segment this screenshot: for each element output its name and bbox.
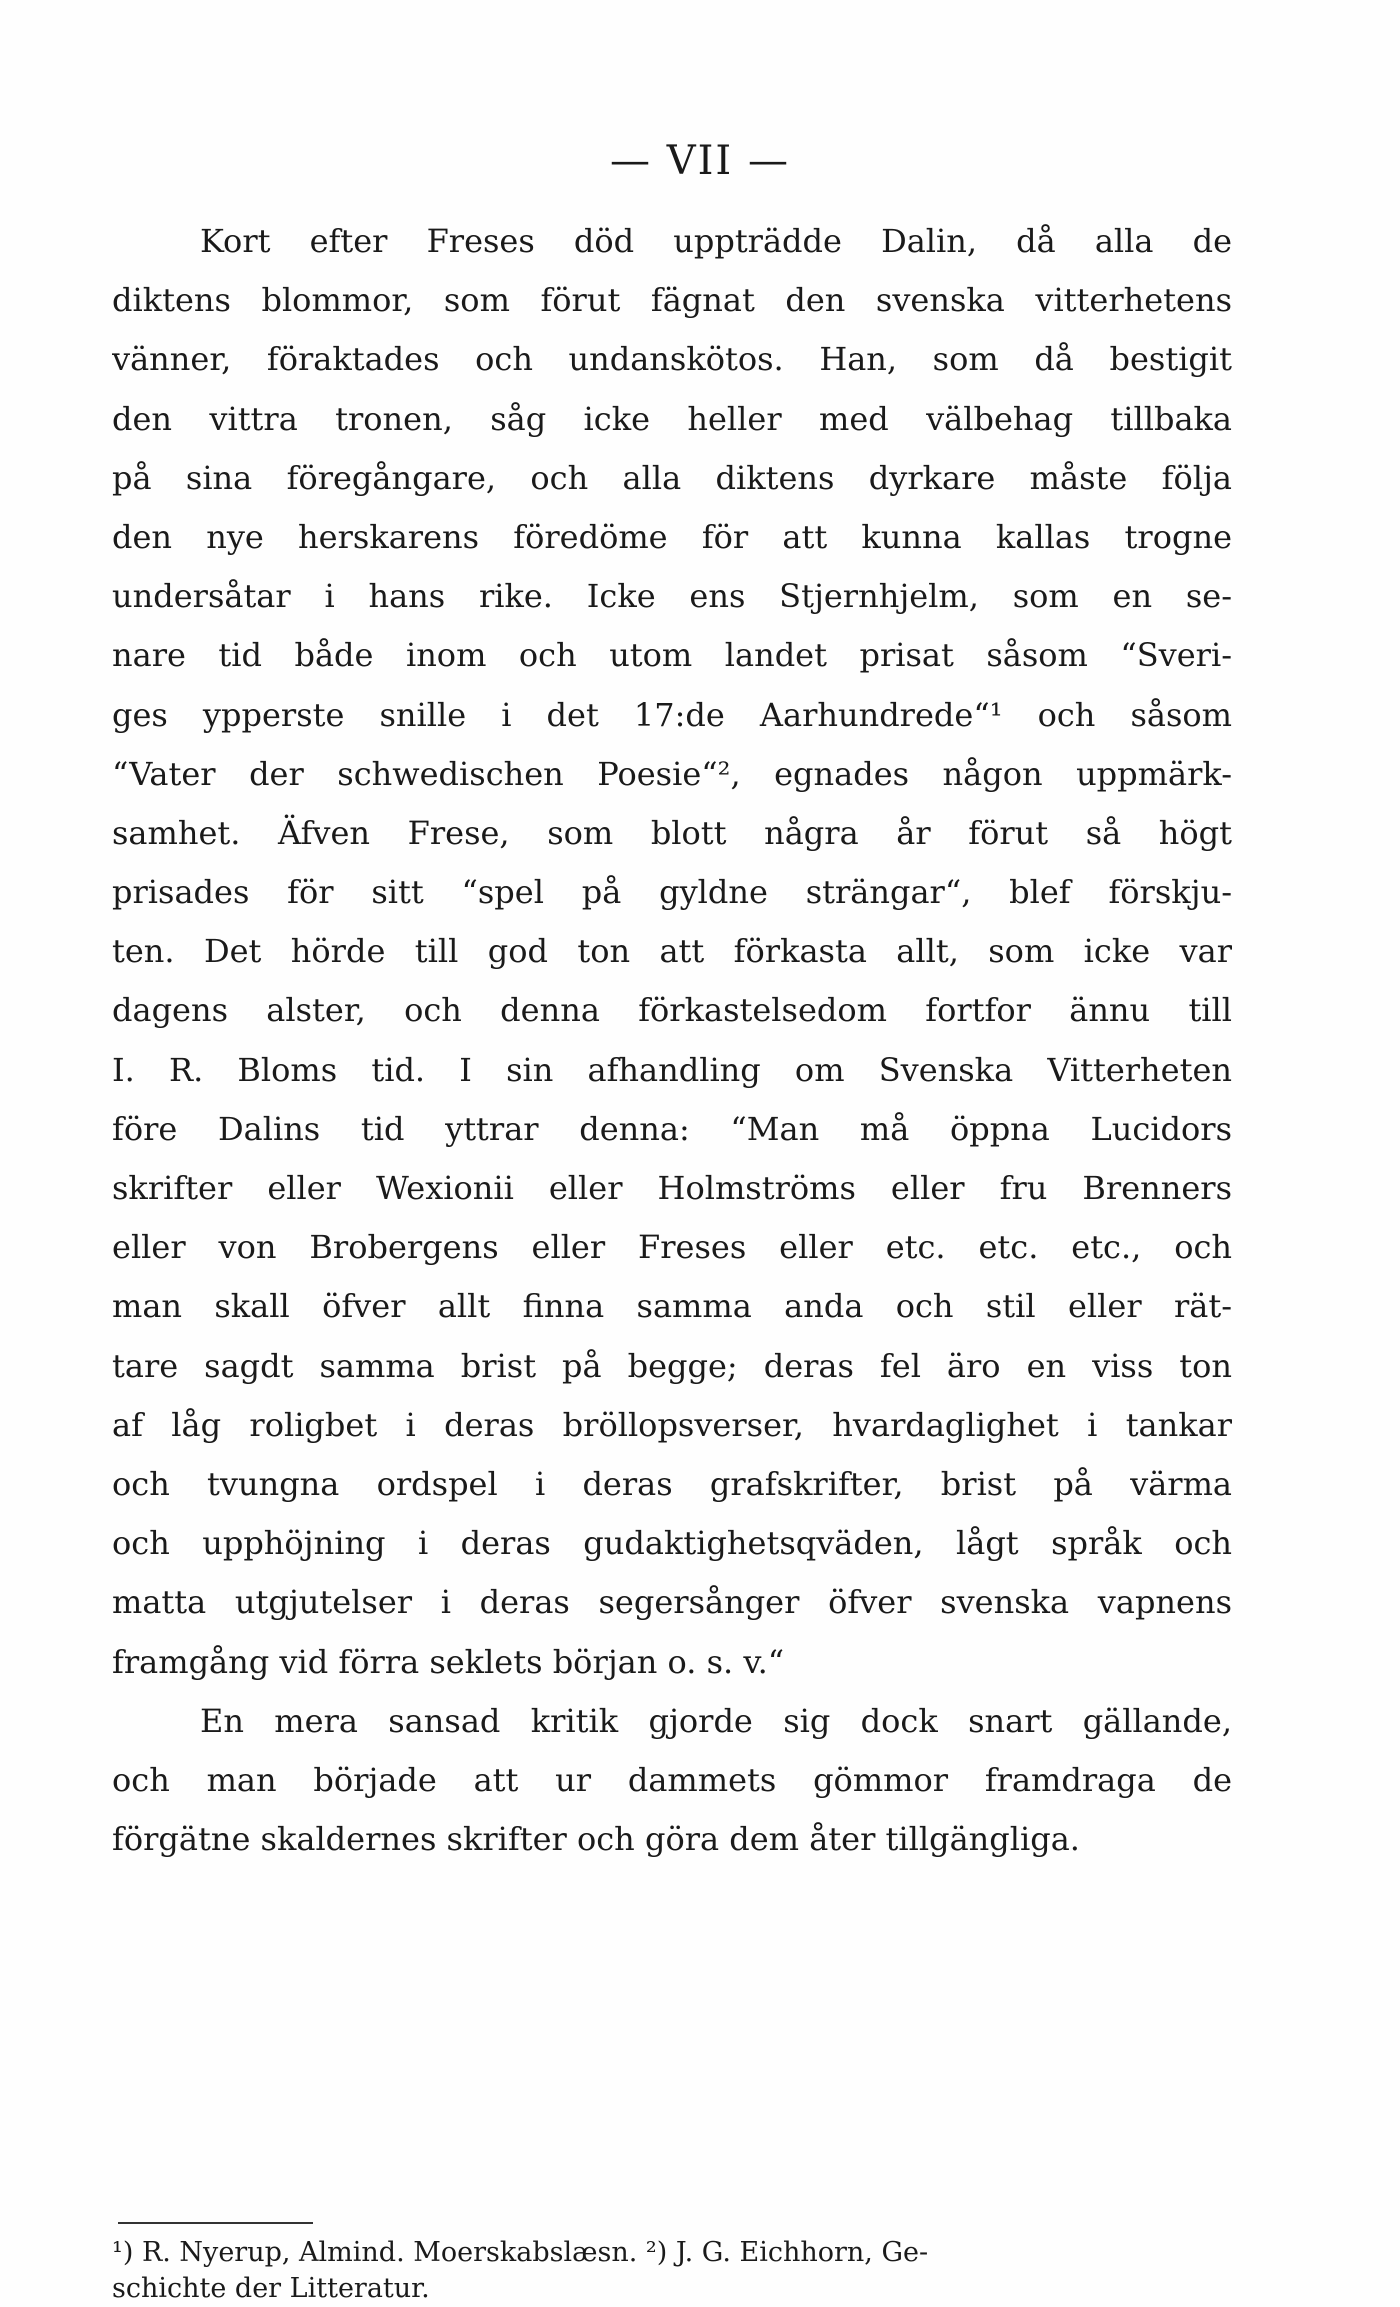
text-line: den vittra tronen, såg icke heller med välbehag tillbaka: [112, 399, 1232, 438]
text-line: ges ypperste snille i det 17:de Aarhundrede“¹ och såsom: [112, 695, 1232, 734]
text-line: samhet. Äfven Frese, som blott några år förut så högt: [112, 813, 1232, 852]
text-line: framgång vid förra seklets början o. s. v.“: [112, 1642, 785, 1681]
text-line: och man började att ur dammets gömmor framdraga de: [112, 1760, 1232, 1799]
text-line: prisades för sitt “spel på gyldne strängar“, blef förskju-: [112, 873, 1232, 912]
text-line: “Vater der schwedischen Poesie“², egnades någon uppmärk-: [112, 754, 1232, 793]
text-line: och tvungna ordspel i deras grafskrifter, brist på värma: [112, 1464, 1232, 1503]
text-line: diktens blommor, som förut fägnat den svenska vitterhetens: [112, 281, 1232, 320]
page-number: — VII —: [610, 138, 790, 184]
body-text: [112, 212, 1232, 1869]
text-line: En mera sansad kritik gjorde sig dock snart gällande,: [200, 1701, 1232, 1740]
text-line: matta utgjutelser i deras segersånger öfver svenska vapnens: [112, 1583, 1232, 1622]
text-line: tare sagdt samma brist på begge; deras fel äro en viss ton: [112, 1346, 1232, 1385]
text-line: I. R. Bloms tid. I sin afhandling om Svenska Vitterheten: [112, 1050, 1232, 1089]
footnote-divider: [118, 2222, 313, 2224]
text-line: före Dalins tid yttrar denna: “Man må öppna Lucidors: [112, 1109, 1232, 1148]
text-line: undersåtar i hans rike. Icke ens Stjernhjelm, som en se-: [112, 577, 1232, 616]
text-line: och upphöjning i deras gudaktighetsqväden, lågt språk och: [112, 1524, 1232, 1563]
text-line: dagens alster, och denna förkastelsedom fortfor ännu till: [112, 991, 1232, 1030]
text-line: nare tid både inom och utom landet prisat såsom “Sveri-: [112, 636, 1232, 675]
footnote-line: ¹) R. Nyerup, Almind. Moerskabslæsn. ²) J. G. Eichhorn, Ge-: [112, 2237, 929, 2268]
footnote-line: schichte der Litteratur.: [112, 2273, 430, 2304]
text-line: skrifter eller Wexionii eller Holmströms eller fru Brenners: [112, 1169, 1232, 1207]
text-line: ten. Det hörde till god ton att förkasta allt, som icke var: [112, 932, 1232, 971]
text-line: eller von Brobergens eller Freses eller etc. etc. etc., och: [112, 1228, 1232, 1267]
text-line: man skall öfver allt finna samma anda och stil eller rät-: [112, 1287, 1232, 1326]
text-line: förgätne skaldernes skrifter och göra dem åter tillgängliga.: [112, 1820, 1080, 1859]
text-line: af låg roligbet i deras bröllopsverser, hvardaglighet i tankar: [112, 1405, 1232, 1444]
text-line: Kort efter Freses död uppträdde Dalin, då alla de: [200, 222, 1232, 260]
text-line: den nye herskarens föredöme för att kunna kallas trogne: [112, 517, 1232, 556]
text-line: på sina föregångare, och alla diktens dyrkare måste följa: [112, 458, 1232, 497]
footnotes: [112, 2235, 1232, 2307]
text-line: vänner, föraktades och undanskötos. Han, som då bestigit: [112, 340, 1232, 379]
